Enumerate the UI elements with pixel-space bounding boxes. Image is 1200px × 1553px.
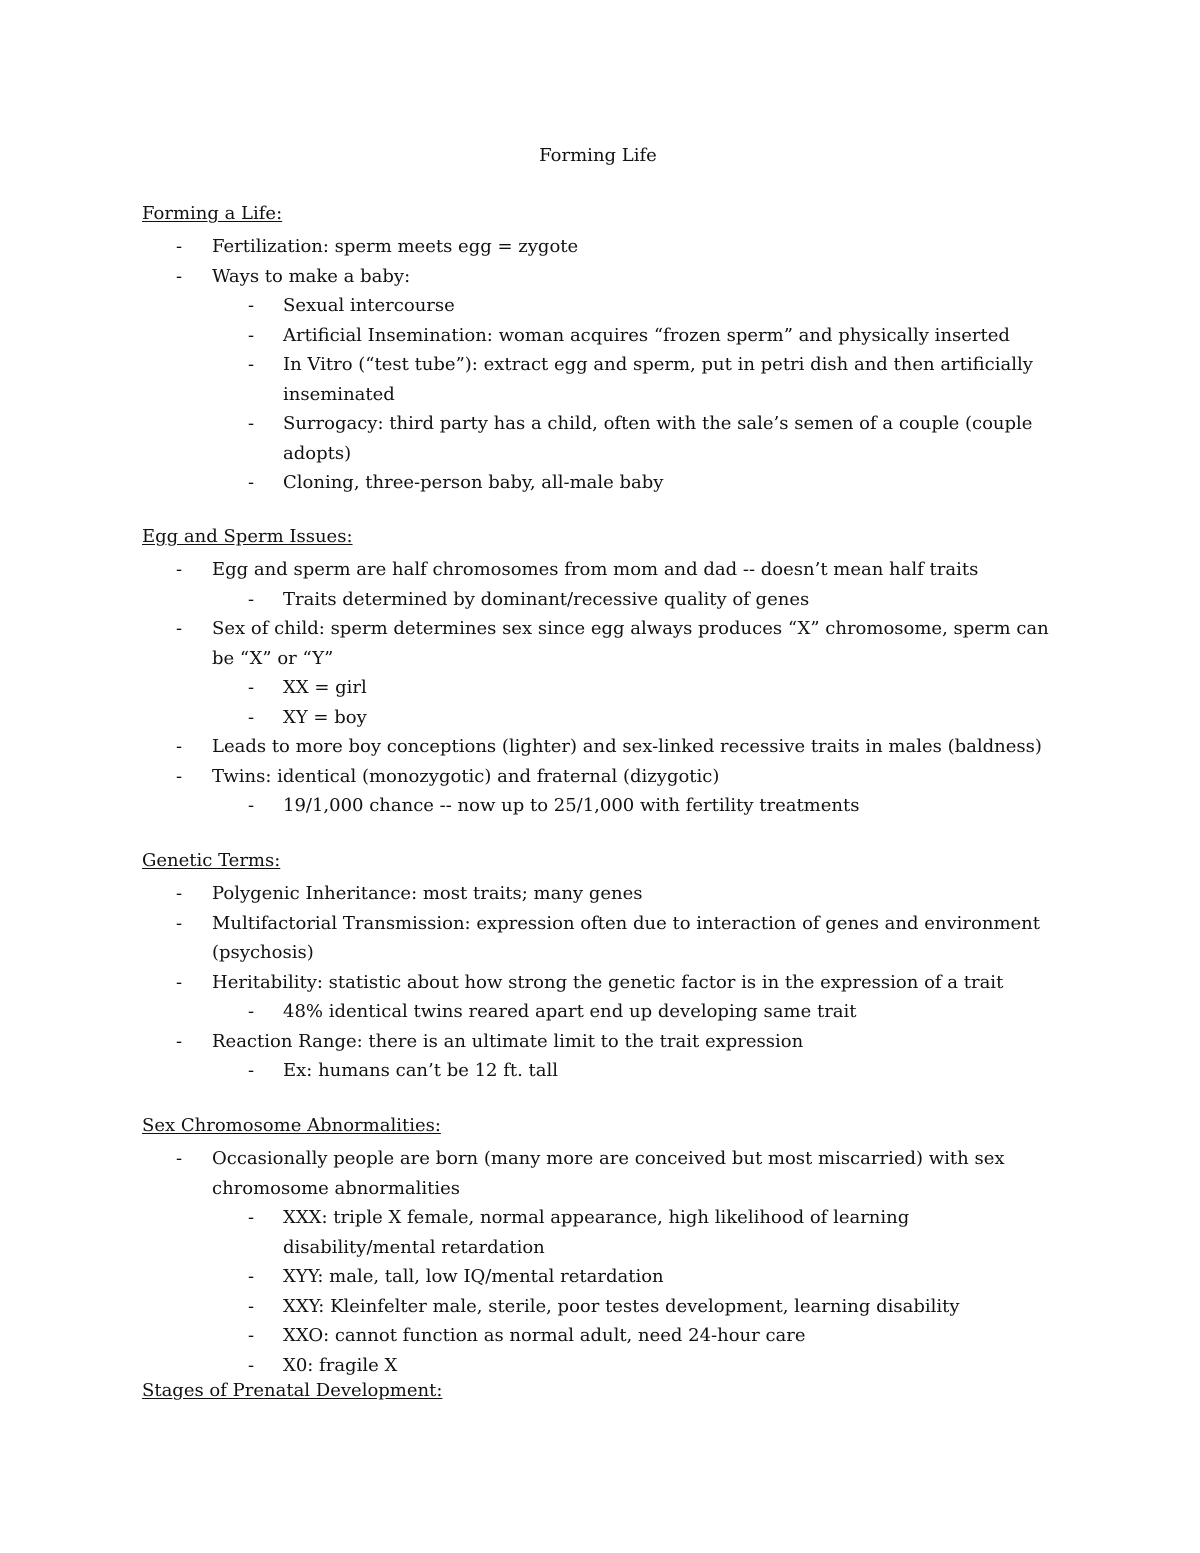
list-item-text: Surrogacy: third party has a child, often with the sale’s semen of a couple (couple [283,413,1033,434]
list-item [176,909,1040,968]
sub-list-item [248,997,857,1027]
sub-list-item [248,585,810,615]
bullet-dash: - [248,1266,255,1287]
list-item-text: Cloning, three-person baby, all-male baby [283,472,664,493]
list-item [176,968,1004,998]
sub-list-item [248,1321,806,1351]
list-item-text: be “X” or “Y” [212,647,334,669]
sub-list-item [248,673,367,703]
list-item-text: 48% identical twins reared apart end up developing same trait [283,1001,857,1022]
sub-list-item [248,1203,910,1262]
list-item-text: Sex of child: sperm determines sex since egg always produces “X” chromosome, sperm can [212,618,1049,639]
section-heading: Stages of Prenatal Development: [142,1380,443,1401]
bullet-dash: - [248,706,255,728]
sub-list-item [248,350,1033,409]
list-item-text: In Vitro (“test tube”): extract egg and sperm, put in petri dish and then artificially [283,354,1033,375]
bullet-dash: - [248,1325,255,1346]
bullet-dash: - [176,618,183,639]
list-item-text: XXY: Kleinfelter male, sterile, poor testes development, learning disability [283,1295,960,1317]
sub-list-item [248,791,860,821]
bullet-dash: - [248,1354,255,1376]
list-item-text: XY = boy [283,706,367,728]
list-item-text: Ways to make a baby: [212,265,411,287]
bullet-dash: - [248,354,255,375]
list-item-text: XYY: male, tall, low IQ/mental retardation [283,1266,664,1287]
list-item-text: Polygenic Inheritance: most traits; many genes [212,883,643,904]
list-item-text: Heritability: statistic about how strong the genetic factor is in the expression of a trait [212,971,1004,993]
sub-list-item [248,1056,559,1086]
bullet-dash: - [176,265,183,287]
list-item-text: chromosome abnormalities [212,1177,461,1199]
bullet-dash: - [248,677,255,698]
sub-list-item [248,703,367,733]
bullet-dash: - [176,912,183,934]
sub-list-item [248,321,1010,351]
bullet-dash: - [176,559,183,580]
list-item-text: X0: fragile X [283,1354,398,1376]
bullet-dash: - [248,324,255,346]
list-item [176,1144,1005,1203]
list-item-text: Twins: identical (monozygotic) and fraternal (dizygotic) [212,765,720,787]
bullet-dash: - [176,1030,183,1052]
section-heading: Genetic Terms: [142,850,281,871]
list-item-text: 19/1,000 chance -- now up to 25/1,000 with fertility treatments [283,795,860,816]
list-item-text: Fertilization: sperm meets egg = zygote [212,236,579,257]
section-heading: Forming a Life: [142,203,283,224]
list-item-text: adopts) [283,442,352,464]
list-item-text: XXX: triple X female, normal appearance, high likelihood of learning [283,1207,910,1228]
sub-list-item [248,1262,664,1292]
section-heading: Sex Chromosome Abnormalities: [142,1115,441,1136]
sub-list-item [248,409,1033,468]
list-item [176,232,579,262]
sub-list-item [248,1292,960,1322]
list-item [176,555,979,585]
list-item-text: Ex: humans can’t be 12 ft. tall [283,1060,559,1081]
list-item-text: Artificial Insemination: woman acquires “frozen sperm” and physically inserted [283,324,1010,346]
bullet-dash: - [248,1207,255,1228]
list-item-text: (psychosis) [212,942,314,963]
list-item [176,879,643,909]
bullet-dash: - [248,795,255,816]
list-item-text: Traits determined by dominant/recessive quality of genes [283,588,810,610]
list-item-text: Egg and sperm are half chromosomes from mom and dad -- doesn’t mean half traits [212,559,979,580]
list-item [176,762,720,792]
section-heading: Egg and Sperm Issues: [142,526,353,547]
bullet-dash: - [176,236,183,257]
list-item [176,732,1042,762]
bullet-dash: - [248,588,255,610]
list-item-text: Reaction Range: there is an ultimate limit to the trait expression [212,1030,804,1052]
document-title: Forming Life [539,145,657,166]
bullet-dash: - [176,883,183,904]
bullet-dash: - [176,736,183,757]
bullet-dash: - [176,971,183,993]
bullet-dash: - [248,1295,255,1317]
list-item-text: disability/mental retardation [283,1236,545,1258]
list-item-text: Occasionally people are born (many more are conceived but most miscarried) with sex [212,1148,1005,1169]
sub-list-item [248,291,455,321]
list-item-text: Sexual intercourse [283,295,455,316]
sub-list-item [248,468,664,498]
list-item-text: inseminated [283,383,395,405]
bullet-dash: - [248,472,255,493]
bullet-dash: - [248,295,255,316]
list-item-text: XXO: cannot function as normal adult, need 24-hour care [283,1325,806,1346]
bullet-dash: - [176,1148,183,1169]
list-item [176,1027,804,1057]
list-item-text: XX = girl [283,677,367,698]
list-item [176,262,411,292]
list-item-text: Multifactorial Transmission: expression often due to interaction of genes and environment [212,912,1040,934]
bullet-dash: - [248,1060,255,1081]
bullet-dash: - [176,765,183,787]
list-item [176,614,1049,673]
sub-list-item [248,1351,398,1381]
bullet-dash: - [248,413,255,434]
list-item-text: Leads to more boy conceptions (lighter) and sex-linked recessive traits in males (baldness) [212,736,1042,757]
bullet-dash: - [248,1001,255,1022]
